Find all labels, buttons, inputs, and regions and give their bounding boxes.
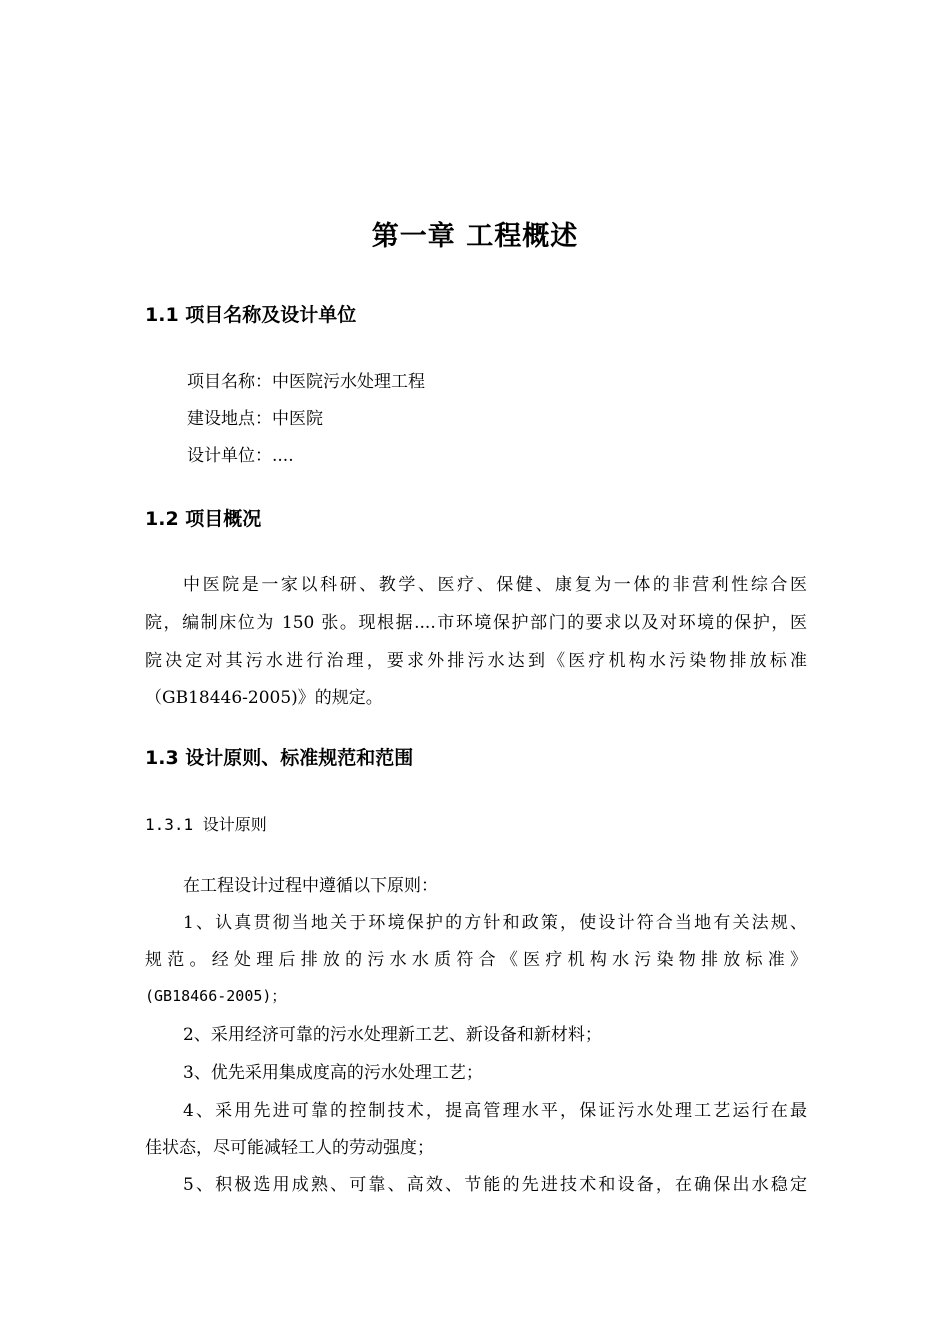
subheading-1-3-1: 1.3.1 设计原则: [145, 815, 267, 834]
principle-1-line-1: 1、认真贯彻当地关于环境保护的方针和政策，使设计符合当地有关法规、: [183, 913, 807, 933]
build-location-line: 建设地点：中医院: [187, 409, 323, 429]
principles-intro: 在工程设计过程中遵循以下原则：: [183, 876, 438, 896]
principle-4-line-2: 佳状态，尽可能减轻工人的劳动强度；: [145, 1138, 434, 1158]
overview-line-4: （GB18446-2005)》的规定。: [145, 688, 383, 708]
section-heading-1-2: 1.2 项目概况: [145, 508, 262, 530]
project-name-line: 项目名称：中医院污水处理工程: [187, 372, 425, 392]
principle-1-line-3: (GB18466-2005)；: [145, 987, 287, 1005]
design-unit-line: 设计单位：....: [187, 446, 294, 466]
principle-4-line-1: 4、采用先进可靠的控制技术，提高管理水平，保证污水处理工艺运行在最: [183, 1101, 807, 1121]
section-heading-1-3: 1.3 设计原则、标准规范和范围: [145, 747, 414, 769]
overview-line-2: 院，编制床位为 150 张。现根据....市环境保护部门的要求以及对环境的保护，医: [145, 613, 807, 633]
overview-line-3: 院决定对其污水进行治理，要求外排污水达到《医疗机构水污染物排放标准: [145, 651, 807, 671]
principle-2: 2、采用经济可靠的污水处理新工艺、新设备和新材料；: [183, 1025, 602, 1045]
overview-line-1: 中医院是一家以科研、教学、医疗、保健、康复为一体的非营利性综合医: [183, 575, 807, 595]
principle-5-line-1: 5、积极选用成熟、可靠、高效、节能的先进技术和设备，在确保出水稳定: [183, 1175, 807, 1195]
section-heading-1-1: 1.1 项目名称及设计单位: [145, 304, 357, 326]
principle-1-line-2: 规范。经处理后排放的污水水质符合《医疗机构水污染物排放标准》: [145, 950, 807, 970]
chapter-title: 第一章 工程概述: [371, 221, 579, 252]
principle-3: 3、优先采用集成度高的污水处理工艺；: [183, 1063, 483, 1083]
